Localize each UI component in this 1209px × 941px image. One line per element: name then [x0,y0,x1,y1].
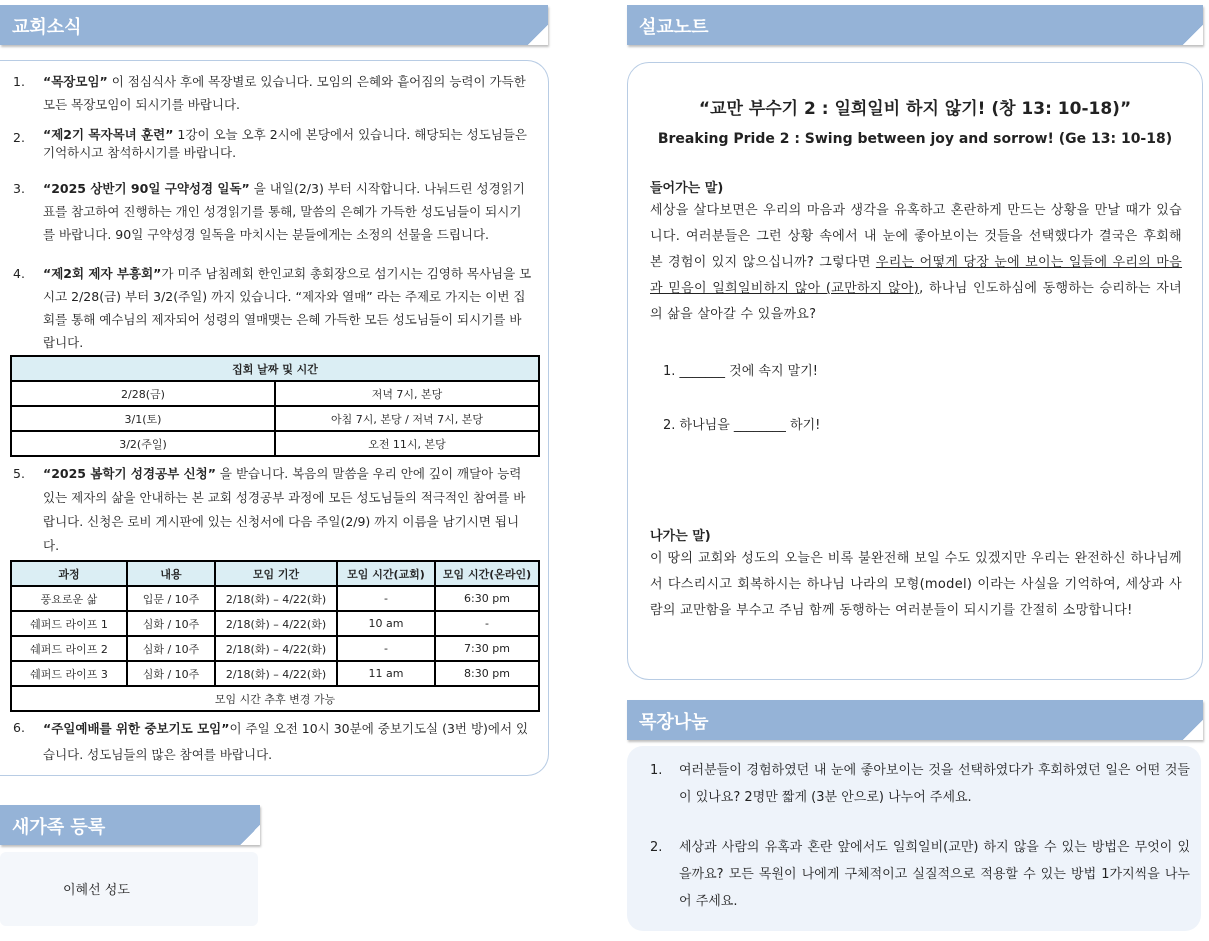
news-section-title: 교회소식 [12,17,82,38]
news-item [13,262,533,354]
course-col-header: 모임 시간(온라인) [435,561,539,586]
news-item [13,70,533,116]
new-family-title: 새가족 등록 [12,817,106,838]
course-period: 2/18(화) – 4/22(화) [215,586,337,611]
course-period: 2/18(화) – 4/22(화) [215,636,337,661]
cell-question [650,757,1190,811]
course-content: 심화 / 10주 [127,611,215,636]
news-item-number: 5. [13,466,25,481]
news-section-banner [0,5,548,45]
intro-text: , 하나님 인도하심에 동행하는 승리하는 자녀의 삶을 살아갈 수 있을까요? [650,281,1182,322]
course-content: 입문 / 10주 [127,586,215,611]
news-item-number: 3. [13,181,25,196]
sermon-point-2: 2. 하나님을 ________ 하기! [663,418,821,433]
news-item [13,462,533,558]
course-name: 쉐퍼드 라이프 1 [11,611,127,636]
new-family-panel [0,852,258,926]
table-row [11,431,539,456]
course-online-time: - [435,611,539,636]
news-item-text: 이 점심식사 후에 목장별로 있습니다. 모임의 은혜와 흩어짐의 능력이 가득한 모든 목장모임이 되시기를 바랍니다. [43,74,526,112]
cell-question-number: 1. [650,763,663,778]
revival-time: 아침 7시, 본당 / 저녁 7시, 본당 [275,406,539,431]
cell-sharing-banner [627,700,1203,740]
intro-text: 세상을 살다보면은 우리의 마음과 생각을 유혹하고 혼란하게 만드는 상황을 만날 때가 있습니다. 여러분들은 그런 상황 속에서 내 눈에 좋아보이는 것들을 선택했다가 결국은 후회해 본 경험이 있지 않으십니까? 그렇다면 [650,203,1182,270]
cell-sharing-title: 목장나눔 [639,712,709,733]
banner-fold-decoration [1183,720,1203,740]
course-col-header: 내용 [127,561,215,586]
banner-fold-decoration [528,25,548,45]
news-item-title: “제2회 제자 부흥회” [43,266,162,281]
news-item [13,177,533,246]
table-row [11,686,539,711]
course-col-header: 과정 [11,561,127,586]
course-church-time: 10 am [337,611,435,636]
sermon-section-banner [627,5,1203,45]
cell-question [650,834,1190,915]
revival-schedule-table [10,355,540,457]
outro-paragraph: 이 땅의 교회와 성도의 오늘은 비록 불완전해 보일 수도 있겠지만 우리는 완전하신 하나님께서 다스리시고 회복하시는 하나님 나라의 모형(model) 이라는 사실을 기억하여, 세상과 사람의 교만함을 부수고 주님 함께 동행하는 여러분들이 되시기를 간절히 소망합니다! [650,551,1182,618]
news-item-text: 1강이 오늘 오후 2시에 본당에서 있습니다. 해당되는 성도님들은 기억하시고 참석하시기를 바랍니다. [43,127,527,160]
course-content: 심화 / 10주 [127,661,215,686]
course-content: 심화 / 10주 [127,636,215,661]
sermon-heading-english: Breaking Pride 2 : Swing between joy and sorrow! (Ge 13: 10-18) [657,131,1173,147]
news-item-number: 4. [13,266,25,281]
course-table-footnote: 모임 시간 추후 변경 가능 [11,686,539,711]
news-item [13,716,533,768]
table-row [11,661,539,686]
news-item-number: 6. [13,720,25,735]
course-name: 쉐퍼드 라이프 2 [11,636,127,661]
sermon-point-1: 1. _______ 것에 속지 말기! [663,364,818,379]
outro-label: 나가는 말) [650,529,711,544]
intro-paragraph [650,198,1182,328]
sermon-section-title: 설교노트 [639,17,709,38]
news-item-title: “주일예배를 위한 중보기도 모임” [43,721,230,736]
table-row [11,636,539,661]
bible-study-course-table [10,560,540,712]
news-item-title: “2025 봄학기 성경공부 신청” [43,466,216,481]
course-online-time: 6:30 pm [435,586,539,611]
news-item-title: “목장모임” [43,74,108,89]
cell-question-text: 여러분들이 경험하였던 내 눈에 좋아보이는 것을 선택하였다가 후회하였던 일은 어떤 것들이 있나요? 2명만 짧게 (3분 안으로) 나누어 주세요. [679,763,1190,805]
table-row [11,381,539,406]
news-item-number: 2. [13,130,25,145]
course-period: 2/18(화) – 4/22(화) [215,611,337,636]
cell-question-number: 2. [650,840,663,855]
revival-date: 3/2(주일) [11,431,275,456]
news-item-text: 이 주일 오전 10시 30분에 중보기도실 (3번 방)에서 있습니다. 성도님들의 많은 참여를 바랍니다. [43,721,529,762]
course-church-time: 11 am [337,661,435,686]
course-online-time: 7:30 pm [435,636,539,661]
banner-fold-decoration [1183,25,1203,45]
revival-table-header: 집회 날짜 및 시간 [11,356,539,381]
cell-question-text: 세상과 사람의 유혹과 혼란 앞에서도 일희일비(교만) 하지 않을 수 있는 방법은 무엇이 있을까요? 모든 목원이 나에게 구체적이고 실질적으로 적용할 수 있는 방법 1가지씩을 나누어 주세요. [679,840,1190,909]
news-item-text: 가 미주 남침례회 한인교회 총회장으로 섬기시는 김영하 목사님을 모시고 2/28(금) 부터 3/2(주일) 까지 있습니다. “제자와 열매” 라는 주제로 가지는 이번 집회를 통해 예수님의 제자되어 성령의 열매맺는 은혜 가득한 모든 성도님들이 되시기를 바랍니다. [43,266,532,350]
revival-time: 저녁 7시, 본당 [275,381,539,406]
new-family-name: 이혜선 성도 [63,883,130,898]
sermon-heading-korean: “교만 부수기 2 : 일희일비 하지 않기! (창 13: 10-18)” [698,99,1132,119]
course-name: 쉐퍼드 라이프 3 [11,661,127,686]
revival-time: 오전 11시, 본당 [275,431,539,456]
new-family-banner [0,805,260,845]
intro-underlined-text: 우리는 어떻게 당장 눈에 보이는 일들에 우리의 마음과 믿음이 일희일비하지 않아 (교만하지 않아) [650,255,1183,296]
course-period: 2/18(화) – 4/22(화) [215,661,337,686]
course-online-time: 8:30 pm [435,661,539,686]
news-item-text: 을 받습니다. 복음의 말씀을 우리 안에 깊이 깨달아 능력있는 제자의 삶을 안내하는 본 교회 성경공부 과정에 모든 성도님들의 적극적인 참여를 바랍니다. 신청은 로비 게시판에 있는 신청서에 다음 주일(2/9) 까지 이름을 남기시면 됩니다. [43,466,526,553]
news-item-title: “2025 상반기 90일 구약성경 일독” [43,181,250,196]
course-church-time: - [337,586,435,611]
news-item-text: 을 내일(2/3) 부터 시작합니다. 나눠드린 성경읽기표를 참고하여 진행하는 개인 성경읽기를 통해, 말씀의 은혜가 가득한 성도님들이 되시기를 바랍니다. 90일 구약성경 일독을 마치시는 분들에게는 소정의 선물을 드립니다. [43,181,525,242]
course-name: 풍요로운 삶 [11,586,127,611]
news-item-number: 1. [13,74,25,89]
revival-date: 2/28(금) [11,381,275,406]
table-row [11,611,539,636]
revival-date: 3/1(토) [11,406,275,431]
course-col-header: 모임 시간(교회) [337,561,435,586]
news-item-title: “제2기 목자목녀 훈련” [43,127,174,142]
banner-fold-decoration [240,825,260,845]
news-item [13,126,533,162]
course-church-time: - [337,636,435,661]
table-row [11,586,539,611]
table-row [11,406,539,431]
intro-label: 들어가는 말) [650,181,724,196]
course-col-header: 모임 기간 [215,561,337,586]
